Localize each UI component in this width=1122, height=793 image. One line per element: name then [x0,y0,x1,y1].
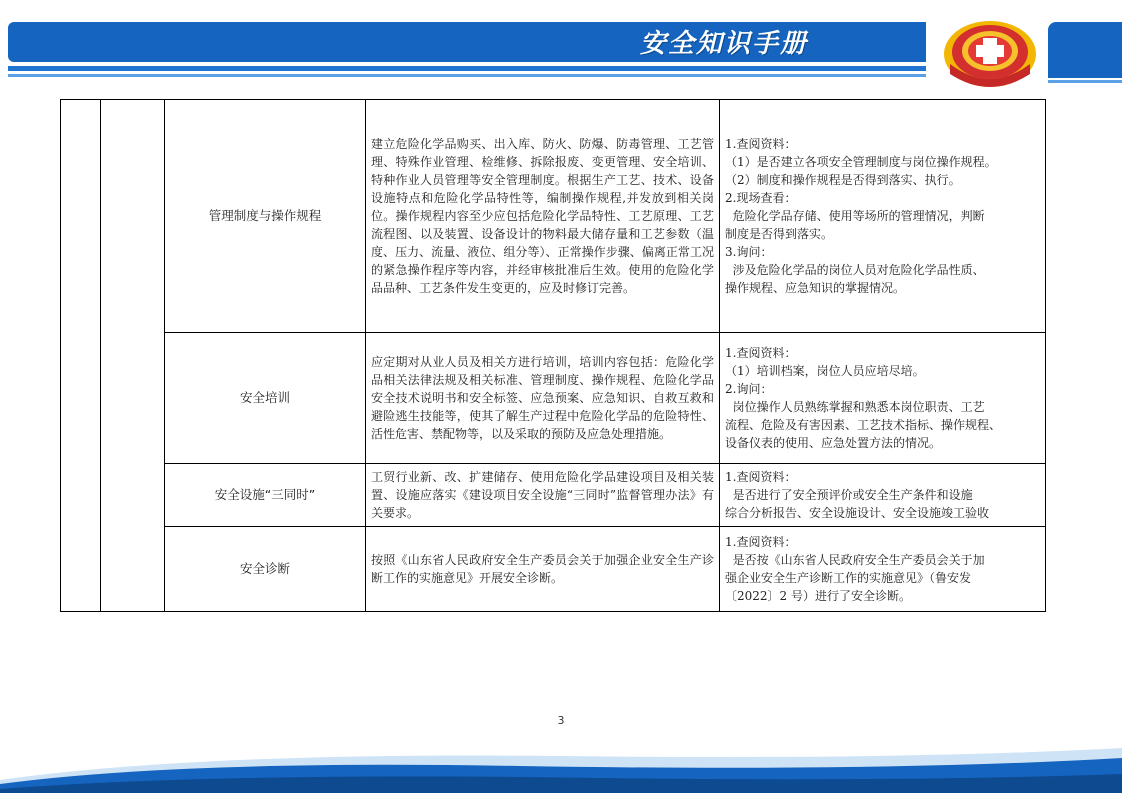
check-item: 管理制度与操作规程 [165,100,366,333]
check-item: 安全设施“三同时” [165,464,366,527]
check-item: 安全诊断 [165,527,366,612]
document-title: 安全知识手册 [640,29,809,59]
requirement-cell: 应定期对从业人员及相关方进行培训，培训内容包括：危险化学品相关法律法规及相关标准、管理制度、操作规程、危险化学品安全技术说明书和安全标签、应急预案、应急知识、自救互救和避险逃生技能等，使其了解生产过程中危险化学品的危险特性、活性危害、禁配物等，以及采取的预防及应急处理措施。 [366,333,720,464]
check-item: 安全培训 [165,333,366,464]
safety-check-table [60,99,1046,612]
safety-emblem-icon [936,14,1044,90]
requirement-cell: 工贸行业新、改、扩建储存、使用危险化学品建设项目及相关装置、设施应落实《建设项目安全设施“三同时”监督管理办法》有关要求。 [366,464,720,527]
requirement-cell: 建立危险化学品购买、出入库、防火、防爆、防毒管理、工艺管理、特殊作业管理、检维修、拆除报废、变更管理、安全培训、特种作业人员管理等安全管理制度。根据生产工艺、技术、设备设施特点和危险化学品特性等，编制操作规程,并发放到相关岗位。操作规程内容至少应包括危险化学品特性、工艺原理、工艺流程图、以及装置、设备设计的物料最大储存量和工艺参数（温度、压力、流量、液位、组分等）、正常操作步骤、偏离正常工况的紧急操作程序等内容，并经审核批准后生效。使用的危险化学品品种、工艺条件发生变更的，应及时修订完善。 [366,100,720,333]
category-cell [61,100,101,612]
table-row [61,527,1046,612]
header-stripe [8,66,926,71]
check-method-cell: 1.查阅资料： 是否进行了安全预评价或安全生产条件和设施 综合分析报告、安全设施设计、安全设施竣工验收 [720,464,1046,527]
check-method-cell: 1.查阅资料： （1）是否建立各项安全管理制度与岗位操作规程。 （2）制度和操作规程是否得到落实、执行。 2.现场查看： 危险化学品存储、使用等场所的管理情况，判断 制度是否得到落实。 3.询问： 涉及危险化学品的岗位人员对危险化学品性质、 操作规程、应急知识的掌握情况。 [720,100,1046,333]
table-row [61,333,1046,464]
page-number: 3 [557,714,565,727]
header-banner-right [1048,22,1122,78]
requirement-cell: 按照《山东省人民政府安全生产委员会关于加强企业安全生产诊断工作的实施意见》开展安全诊断。 [366,527,720,612]
subcategory-cell [101,100,165,612]
table-row [61,464,1046,527]
footer-wave-decoration [0,740,1122,793]
header-stripe-right [1048,80,1122,83]
table-row [61,100,1046,333]
check-method-cell: 1.查阅资料： 是否按《山东省人民政府安全生产委员会关于加 强企业安全生产诊断工作的实施意见》（鲁安发 〔2022〕2 号）进行了安全诊断。 [720,527,1046,612]
header-stripe-thin [8,74,926,77]
check-method-cell: 1.查阅资料： （1）培训档案，岗位人员应培尽培。 2.询问： 岗位操作人员熟练掌握和熟悉本岗位职责、工艺 流程、危险及有害因素、工艺技术指标、操作规程、 设备仪表的使用、应急处置方法的情况。 [720,333,1046,464]
